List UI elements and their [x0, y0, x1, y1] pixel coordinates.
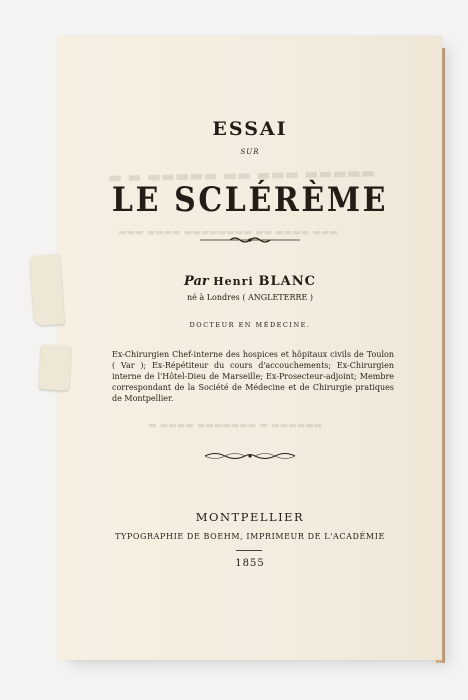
- author-prefix: Par: [184, 274, 214, 289]
- publication-city: MONTPELLIER: [195, 510, 305, 524]
- title-line-essai: ESSAI: [212, 118, 288, 140]
- title-page-content: [58, 36, 442, 660]
- author-credentials: Ex-Chirurgien Chef-interne des hospices et hôpitaux civils de Toulon ( Var ); Ex-Répétiteur du cours d'accouchements; Ex-Chirurgien interne de l'Hôtel-Dieu de Marseille; Ex-Prosecteur-adjoint; Membre correspondant de la Société de Médecine et de Chirurgie pratiques de Montpellier.: [112, 350, 394, 403]
- show-through-text: ▬ ▬ ▬▬▬▬▬ ▬▬ ▬▬▬ ▬▬▬▬▬: [107, 163, 376, 187]
- main-title: LE SCLÉRÈME: [111, 180, 389, 220]
- author-last-name: BLANC: [258, 274, 316, 289]
- printer-line: TYPOGRAPHIE DE BOEHM, IMPRIMEUR DE L'ACADÉMIE: [115, 532, 385, 541]
- title-line-sur: SUR: [240, 148, 260, 156]
- author-birthplace: né à Londres ( ANGLETERRE ): [186, 293, 314, 302]
- publication-year: 1855: [235, 558, 265, 569]
- author-degree: DOCTEUR EN MÉDECINE.: [189, 321, 311, 329]
- ornament-divider: [200, 451, 300, 461]
- ornament-divider: [200, 235, 300, 245]
- short-rule: [236, 550, 262, 551]
- author-first-name: Henri: [213, 275, 259, 288]
- show-through-text: ▬ ▬▬▬▬ ▬▬▬▬▬▬▬ ▬ ▬▬▬▬▬▬: [148, 421, 323, 431]
- author-line: [58, 274, 442, 289]
- show-through-text: ▬▬▬ ▬▬▬▬ ▬▬▬▬▬▬▬▬ ▬▬ ▬▬▬▬ ▬▬▬: [118, 228, 338, 238]
